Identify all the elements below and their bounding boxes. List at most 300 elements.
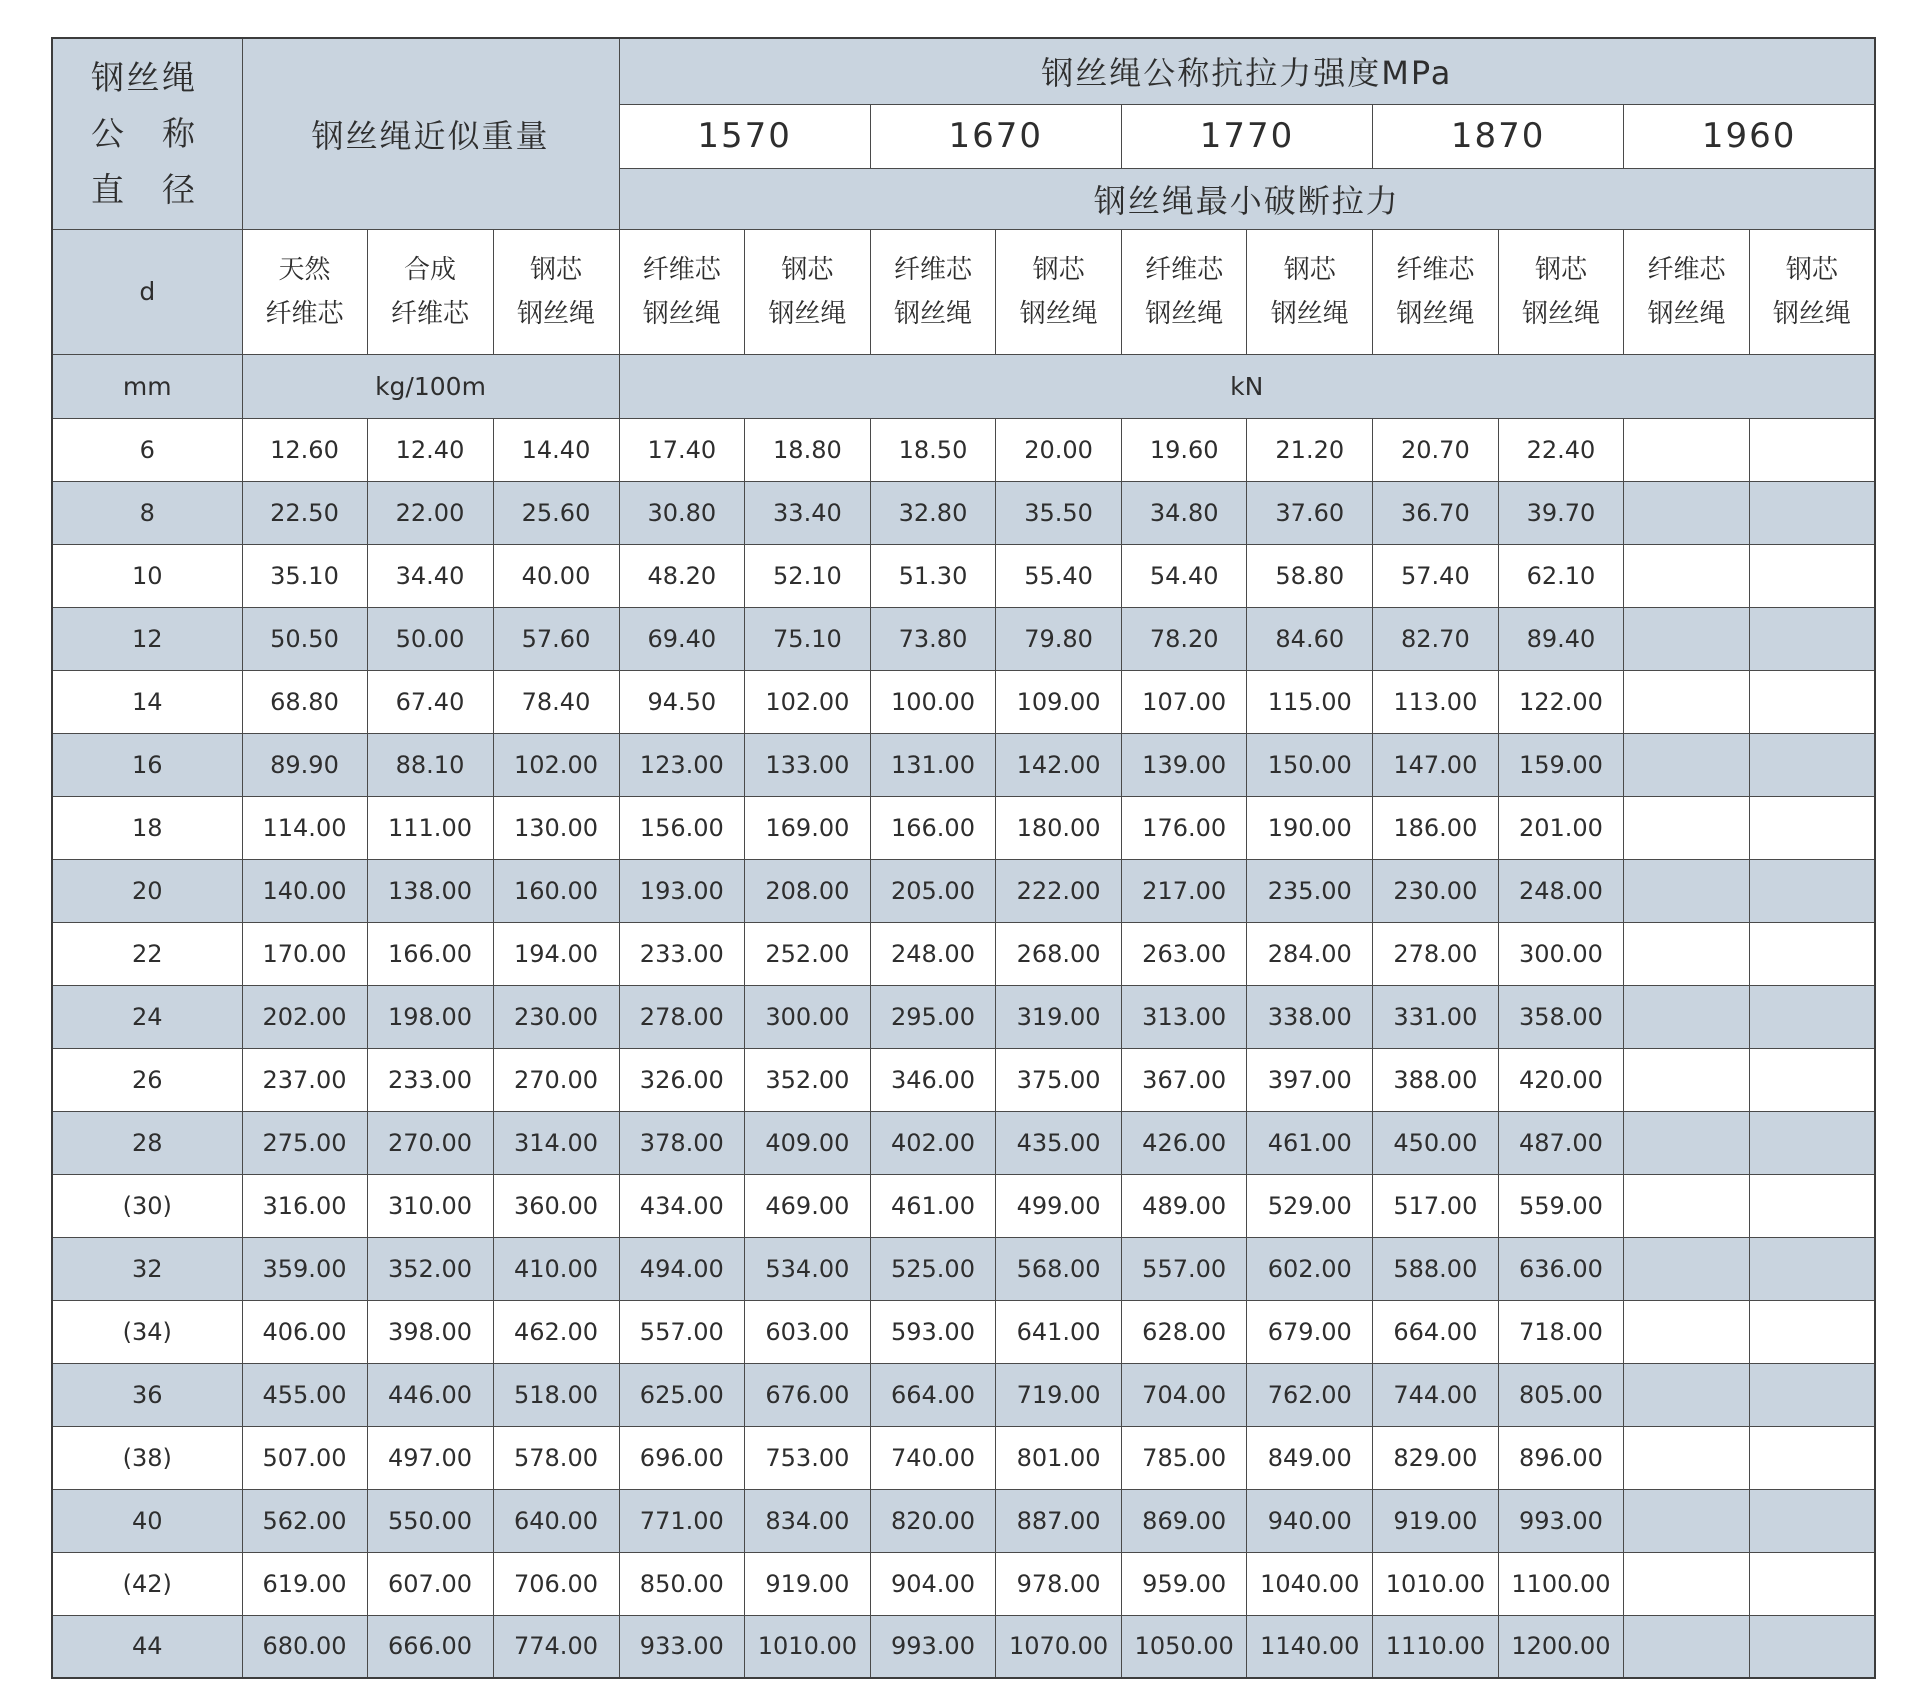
break-1670-steel-core-cell: 109.00 [996, 670, 1122, 733]
subheader-1770-fiber-core [1121, 229, 1247, 354]
break-1870-fiber-core-cell: 588.00 [1373, 1237, 1499, 1300]
diameter-cell: 22 [52, 922, 242, 985]
break-1870-steel-core-cell: 22.40 [1498, 418, 1624, 481]
break-1870-fiber-core-cell: 388.00 [1373, 1048, 1499, 1111]
break-1960-fiber-core-cell [1624, 1300, 1750, 1363]
break-1960-fiber-core-cell [1624, 796, 1750, 859]
break-1870-steel-core-cell: 300.00 [1498, 922, 1624, 985]
break-1570-steel-core-cell: 133.00 [745, 733, 871, 796]
weight-steel-core-cell: 40.00 [493, 544, 619, 607]
grade-1570: 1570 [619, 104, 870, 168]
weight-natural-fiber-core-cell: 89.90 [242, 733, 367, 796]
break-1870-fiber-core-cell: 147.00 [1373, 733, 1499, 796]
break-1770-fiber-core-cell: 313.00 [1121, 985, 1247, 1048]
subheader-line: 钢丝绳 [1521, 298, 1600, 329]
break-1770-steel-core-cell: 679.00 [1247, 1300, 1373, 1363]
break-1770-fiber-core-cell: 19.60 [1121, 418, 1247, 481]
break-1570-steel-core-cell: 102.00 [745, 670, 871, 733]
diameter-cell: 20 [52, 859, 242, 922]
diameter-cell: 44 [52, 1615, 242, 1678]
break-1960-steel-core-cell [1749, 1363, 1875, 1426]
weight-synthetic-fiber-core-cell: 198.00 [367, 985, 493, 1048]
break-1960-steel-core-cell [1749, 796, 1875, 859]
subheader-1770-steel-core [1247, 229, 1373, 354]
break-1870-steel-core-cell: 1200.00 [1498, 1615, 1624, 1678]
break-1570-fiber-core-cell: 17.40 [619, 418, 745, 481]
break-1870-steel-core-cell: 1100.00 [1498, 1552, 1624, 1615]
weight-natural-fiber-core-cell: 68.80 [242, 670, 367, 733]
diameter-cell: 10 [52, 544, 242, 607]
break-1870-fiber-core-cell: 82.70 [1373, 607, 1499, 670]
break-1960-fiber-core-cell [1624, 733, 1750, 796]
break-1670-fiber-core-cell: 131.00 [870, 733, 996, 796]
break-1570-fiber-core-cell: 69.40 [619, 607, 745, 670]
weight-steel-core-cell: 518.00 [493, 1363, 619, 1426]
weight-steel-core-cell: 774.00 [493, 1615, 619, 1678]
break-1960-fiber-core-cell [1624, 859, 1750, 922]
subheader-weight-steel-core [493, 229, 619, 354]
break-1670-fiber-core-cell: 820.00 [870, 1489, 996, 1552]
break-1960-steel-core-cell [1749, 859, 1875, 922]
weight-header: 钢丝绳近似重量 [242, 38, 619, 229]
break-1870-fiber-core-cell: 278.00 [1373, 922, 1499, 985]
break-1670-steel-core-cell: 499.00 [996, 1174, 1122, 1237]
grade-1770: 1770 [1121, 104, 1372, 168]
break-1770-steel-core-cell: 461.00 [1247, 1111, 1373, 1174]
subheader-line: 钢丝绳 [1396, 298, 1475, 329]
break-1870-steel-core-cell: 896.00 [1498, 1426, 1624, 1489]
diameter-cell: 18 [52, 796, 242, 859]
break-1960-fiber-core-cell [1624, 1174, 1750, 1237]
subheader-d: d [52, 229, 242, 354]
break-1960-steel-core-cell [1749, 607, 1875, 670]
break-1770-fiber-core-cell: 78.20 [1121, 607, 1247, 670]
break-1870-steel-core-cell: 62.10 [1498, 544, 1624, 607]
weight-natural-fiber-core-cell: 202.00 [242, 985, 367, 1048]
diameter-cell: 12 [52, 607, 242, 670]
break-1870-fiber-core-cell: 919.00 [1373, 1489, 1499, 1552]
break-1670-fiber-core-cell: 740.00 [870, 1426, 996, 1489]
break-1870-fiber-core-cell: 57.40 [1373, 544, 1499, 607]
subheader-line: 钢芯 [1283, 254, 1336, 285]
table-row [52, 922, 1875, 985]
subheader-1960-fiber-core [1624, 229, 1750, 354]
weight-steel-core-cell: 78.40 [493, 670, 619, 733]
break-1570-steel-core-cell: 52.10 [745, 544, 871, 607]
weight-steel-core-cell: 57.60 [493, 607, 619, 670]
break-1570-steel-core-cell: 469.00 [745, 1174, 871, 1237]
table-row [52, 670, 1875, 733]
table-row [52, 985, 1875, 1048]
break-1670-steel-core-cell: 887.00 [996, 1489, 1122, 1552]
break-1960-steel-core-cell [1749, 985, 1875, 1048]
unit-strength: kN [619, 354, 1875, 418]
weight-steel-core-cell: 640.00 [493, 1489, 619, 1552]
break-1960-fiber-core-cell [1624, 922, 1750, 985]
subheader-1570-fiber-core [619, 229, 745, 354]
break-1960-fiber-core-cell [1624, 607, 1750, 670]
break-1960-fiber-core-cell [1624, 418, 1750, 481]
break-1770-steel-core-cell: 849.00 [1247, 1426, 1373, 1489]
break-1770-fiber-core-cell: 1050.00 [1121, 1615, 1247, 1678]
table-row [52, 1489, 1875, 1552]
break-1960-steel-core-cell [1749, 1552, 1875, 1615]
weight-steel-core-cell: 706.00 [493, 1552, 619, 1615]
break-1960-fiber-core-cell [1624, 670, 1750, 733]
break-1770-fiber-core-cell: 139.00 [1121, 733, 1247, 796]
weight-natural-fiber-core-cell: 275.00 [242, 1111, 367, 1174]
weight-synthetic-fiber-core-cell: 446.00 [367, 1363, 493, 1426]
diameter-cell: (30) [52, 1174, 242, 1237]
table-row [52, 544, 1875, 607]
break-1870-fiber-core-cell: 230.00 [1373, 859, 1499, 922]
break-1670-steel-core-cell: 55.40 [996, 544, 1122, 607]
break-1570-fiber-core-cell: 30.80 [619, 481, 745, 544]
subheader-line: 合成 [403, 254, 456, 285]
subheader-line: 钢芯 [1534, 254, 1587, 285]
break-1770-steel-core-cell: 397.00 [1247, 1048, 1373, 1111]
break-1870-steel-core-cell: 39.70 [1498, 481, 1624, 544]
break-1770-steel-core-cell: 235.00 [1247, 859, 1373, 922]
diameter-cell: 8 [52, 481, 242, 544]
break-1870-steel-core-cell: 159.00 [1498, 733, 1624, 796]
weight-steel-core-cell: 230.00 [493, 985, 619, 1048]
break-1960-steel-core-cell [1749, 544, 1875, 607]
break-1960-steel-core-cell [1749, 670, 1875, 733]
break-1870-fiber-core-cell: 113.00 [1373, 670, 1499, 733]
weight-steel-core-cell: 102.00 [493, 733, 619, 796]
break-1960-steel-core-cell [1749, 418, 1875, 481]
weight-steel-core-cell: 160.00 [493, 859, 619, 922]
break-1870-steel-core-cell: 993.00 [1498, 1489, 1624, 1552]
grade-1670: 1670 [870, 104, 1121, 168]
weight-synthetic-fiber-core-cell: 166.00 [367, 922, 493, 985]
break-1670-steel-core-cell: 20.00 [996, 418, 1122, 481]
diameter-cell: 6 [52, 418, 242, 481]
weight-synthetic-fiber-core-cell: 352.00 [367, 1237, 493, 1300]
break-1570-steel-core-cell: 919.00 [745, 1552, 871, 1615]
break-1770-fiber-core-cell: 557.00 [1121, 1237, 1247, 1300]
break-1870-steel-core-cell: 718.00 [1498, 1300, 1624, 1363]
weight-synthetic-fiber-core-cell: 310.00 [367, 1174, 493, 1237]
break-1570-fiber-core-cell: 233.00 [619, 922, 745, 985]
subheader-1870-steel-core [1498, 229, 1624, 354]
weight-natural-fiber-core-cell: 114.00 [242, 796, 367, 859]
diameter-header [52, 38, 242, 229]
break-1770-steel-core-cell: 1040.00 [1247, 1552, 1373, 1615]
break-1960-steel-core-cell [1749, 1174, 1875, 1237]
subheader-1570-steel-core [745, 229, 871, 354]
break-1570-fiber-core-cell: 557.00 [619, 1300, 745, 1363]
break-1670-fiber-core-cell: 346.00 [870, 1048, 996, 1111]
weight-steel-core-cell: 14.40 [493, 418, 619, 481]
table-row [52, 1615, 1875, 1678]
break-1670-fiber-core-cell: 402.00 [870, 1111, 996, 1174]
break-1770-steel-core-cell: 1140.00 [1247, 1615, 1373, 1678]
break-1570-fiber-core-cell: 123.00 [619, 733, 745, 796]
break-1960-fiber-core-cell [1624, 1489, 1750, 1552]
break-1960-steel-core-cell [1749, 1237, 1875, 1300]
break-1570-fiber-core-cell: 494.00 [619, 1237, 745, 1300]
break-1960-fiber-core-cell [1624, 1615, 1750, 1678]
weight-natural-fiber-core-cell: 22.50 [242, 481, 367, 544]
break-1870-steel-core-cell: 201.00 [1498, 796, 1624, 859]
diameter-cell: (42) [52, 1552, 242, 1615]
break-1670-fiber-core-cell: 51.30 [870, 544, 996, 607]
break-1960-steel-core-cell [1749, 1048, 1875, 1111]
break-1770-fiber-core-cell: 217.00 [1121, 859, 1247, 922]
subheader-line: 钢丝绳 [1145, 298, 1224, 329]
weight-natural-fiber-core-cell: 12.60 [242, 418, 367, 481]
weight-natural-fiber-core-cell: 619.00 [242, 1552, 367, 1615]
diameter-cell: 36 [52, 1363, 242, 1426]
break-1570-steel-core-cell: 409.00 [745, 1111, 871, 1174]
table-row [52, 1363, 1875, 1426]
weight-synthetic-fiber-core-cell: 497.00 [367, 1426, 493, 1489]
strength-header: 钢丝绳公称抗拉力强度MPa [619, 38, 1875, 104]
break-1960-steel-core-cell [1749, 1426, 1875, 1489]
break-1870-fiber-core-cell: 829.00 [1373, 1426, 1499, 1489]
break-1570-steel-core-cell: 75.10 [745, 607, 871, 670]
break-1870-fiber-core-cell: 186.00 [1373, 796, 1499, 859]
break-1570-steel-core-cell: 352.00 [745, 1048, 871, 1111]
subheader-line: 钢丝绳 [516, 298, 595, 329]
break-1670-steel-core-cell: 375.00 [996, 1048, 1122, 1111]
weight-steel-core-cell: 360.00 [493, 1174, 619, 1237]
break-1770-fiber-core-cell: 176.00 [1121, 796, 1247, 859]
weight-natural-fiber-core-cell: 170.00 [242, 922, 367, 985]
weight-natural-fiber-core-cell: 562.00 [242, 1489, 367, 1552]
subheader-weight-natural-fiber-core [242, 229, 367, 354]
break-1570-steel-core-cell: 834.00 [745, 1489, 871, 1552]
break-1670-fiber-core-cell: 525.00 [870, 1237, 996, 1300]
break-1870-steel-core-cell: 805.00 [1498, 1363, 1624, 1426]
diameter-cell: 26 [52, 1048, 242, 1111]
diameter-header-line: 钢丝绳 [91, 57, 195, 97]
table-row [52, 607, 1875, 670]
break-1570-steel-core-cell: 753.00 [745, 1426, 871, 1489]
break-1770-steel-core-cell: 37.60 [1247, 481, 1373, 544]
break-1670-steel-core-cell: 35.50 [996, 481, 1122, 544]
weight-synthetic-fiber-core-cell: 111.00 [367, 796, 493, 859]
break-1570-steel-core-cell: 534.00 [745, 1237, 871, 1300]
diameter-cell: 40 [52, 1489, 242, 1552]
subheader-line: 钢丝绳 [1647, 298, 1726, 329]
subheader-line: 纤维芯 [642, 254, 721, 285]
weight-natural-fiber-core-cell: 316.00 [242, 1174, 367, 1237]
subheader-1670-steel-core [996, 229, 1122, 354]
wire-rope-spec-table [51, 37, 1876, 1679]
table-row [52, 1552, 1875, 1615]
break-1960-steel-core-cell [1749, 481, 1875, 544]
break-1870-fiber-core-cell: 517.00 [1373, 1174, 1499, 1237]
break-1670-fiber-core-cell: 904.00 [870, 1552, 996, 1615]
subheader-line: 纤维芯 [265, 298, 344, 329]
break-1770-fiber-core-cell: 785.00 [1121, 1426, 1247, 1489]
weight-steel-core-cell: 314.00 [493, 1111, 619, 1174]
grade-1870: 1870 [1373, 104, 1624, 168]
break-1770-fiber-core-cell: 959.00 [1121, 1552, 1247, 1615]
table-body [52, 418, 1875, 1678]
break-1960-steel-core-cell [1749, 733, 1875, 796]
break-1670-steel-core-cell: 268.00 [996, 922, 1122, 985]
weight-synthetic-fiber-core-cell: 138.00 [367, 859, 493, 922]
weight-natural-fiber-core-cell: 140.00 [242, 859, 367, 922]
subheader-line: 钢丝绳 [642, 298, 721, 329]
subheader-line: 纤维芯 [1396, 254, 1475, 285]
break-1770-steel-core-cell: 190.00 [1247, 796, 1373, 859]
break-1670-fiber-core-cell: 100.00 [870, 670, 996, 733]
break-1870-steel-core-cell: 89.40 [1498, 607, 1624, 670]
break-1770-steel-core-cell: 150.00 [1247, 733, 1373, 796]
table-row [52, 481, 1875, 544]
weight-synthetic-fiber-core-cell: 233.00 [367, 1048, 493, 1111]
break-1570-steel-core-cell: 33.40 [745, 481, 871, 544]
grade-1960: 1960 [1624, 104, 1875, 168]
weight-synthetic-fiber-core-cell: 12.40 [367, 418, 493, 481]
table-row [52, 1174, 1875, 1237]
break-1770-fiber-core-cell: 426.00 [1121, 1111, 1247, 1174]
break-1570-fiber-core-cell: 193.00 [619, 859, 745, 922]
table-row [52, 796, 1875, 859]
break-1960-fiber-core-cell [1624, 985, 1750, 1048]
break-1670-steel-core-cell: 142.00 [996, 733, 1122, 796]
table-row [52, 1048, 1875, 1111]
break-1770-fiber-core-cell: 489.00 [1121, 1174, 1247, 1237]
weight-synthetic-fiber-core-cell: 607.00 [367, 1552, 493, 1615]
table-header [52, 38, 1875, 418]
weight-steel-core-cell: 462.00 [493, 1300, 619, 1363]
break-1570-fiber-core-cell: 625.00 [619, 1363, 745, 1426]
subheader-weight-synthetic-fiber-core [367, 229, 493, 354]
break-1770-fiber-core-cell: 263.00 [1121, 922, 1247, 985]
break-1570-steel-core-cell: 603.00 [745, 1300, 871, 1363]
break-1960-fiber-core-cell [1624, 481, 1750, 544]
break-1870-steel-core-cell: 122.00 [1498, 670, 1624, 733]
break-1770-steel-core-cell: 602.00 [1247, 1237, 1373, 1300]
table-row [52, 733, 1875, 796]
break-1670-fiber-core-cell: 993.00 [870, 1615, 996, 1678]
break-1770-steel-core-cell: 84.60 [1247, 607, 1373, 670]
subheader-line: 纤维芯 [390, 298, 469, 329]
break-1570-steel-core-cell: 252.00 [745, 922, 871, 985]
break-1870-fiber-core-cell: 20.70 [1373, 418, 1499, 481]
break-1960-fiber-core-cell [1624, 1363, 1750, 1426]
weight-synthetic-fiber-core-cell: 34.40 [367, 544, 493, 607]
break-1870-fiber-core-cell: 331.00 [1373, 985, 1499, 1048]
break-1770-fiber-core-cell: 869.00 [1121, 1489, 1247, 1552]
weight-synthetic-fiber-core-cell: 550.00 [367, 1489, 493, 1552]
break-1670-fiber-core-cell: 205.00 [870, 859, 996, 922]
break-1870-steel-core-cell: 358.00 [1498, 985, 1624, 1048]
break-1870-fiber-core-cell: 664.00 [1373, 1300, 1499, 1363]
break-1870-fiber-core-cell: 36.70 [1373, 481, 1499, 544]
break-1570-fiber-core-cell: 156.00 [619, 796, 745, 859]
break-1570-steel-core-cell: 18.80 [745, 418, 871, 481]
weight-steel-core-cell: 194.00 [493, 922, 619, 985]
header-row-subheaders [52, 229, 1875, 354]
break-1870-fiber-core-cell: 744.00 [1373, 1363, 1499, 1426]
break-1670-fiber-core-cell: 73.80 [870, 607, 996, 670]
diameter-cell: 16 [52, 733, 242, 796]
weight-synthetic-fiber-core-cell: 270.00 [367, 1111, 493, 1174]
weight-synthetic-fiber-core-cell: 88.10 [367, 733, 493, 796]
unit-weight: kg/100m [242, 354, 619, 418]
break-1570-fiber-core-cell: 434.00 [619, 1174, 745, 1237]
break-1870-fiber-core-cell: 1110.00 [1373, 1615, 1499, 1678]
subheader-line: 钢芯 [1032, 254, 1085, 285]
subheader-line: 天然 [278, 254, 331, 285]
break-1870-steel-core-cell: 420.00 [1498, 1048, 1624, 1111]
break-1870-steel-core-cell: 487.00 [1498, 1111, 1624, 1174]
break-1570-steel-core-cell: 169.00 [745, 796, 871, 859]
weight-synthetic-fiber-core-cell: 398.00 [367, 1300, 493, 1363]
header-row-strength [52, 38, 1875, 104]
subheader-line: 钢丝绳 [1019, 298, 1098, 329]
subheader-line: 钢丝绳 [1772, 298, 1851, 329]
weight-natural-fiber-core-cell: 406.00 [242, 1300, 367, 1363]
weight-steel-core-cell: 130.00 [493, 796, 619, 859]
subheader-line: 钢丝绳 [768, 298, 847, 329]
break-1670-fiber-core-cell: 248.00 [870, 922, 996, 985]
weight-natural-fiber-core-cell: 507.00 [242, 1426, 367, 1489]
break-1870-steel-core-cell: 636.00 [1498, 1237, 1624, 1300]
subheader-line: 钢丝绳 [893, 298, 972, 329]
weight-natural-fiber-core-cell: 237.00 [242, 1048, 367, 1111]
break-1770-steel-core-cell: 115.00 [1247, 670, 1373, 733]
break-1670-steel-core-cell: 79.80 [996, 607, 1122, 670]
break-1770-steel-core-cell: 338.00 [1247, 985, 1373, 1048]
break-1960-fiber-core-cell [1624, 1552, 1750, 1615]
diameter-header-line: 公 称 [91, 113, 195, 153]
subheader-line: 纤维芯 [1647, 254, 1726, 285]
weight-steel-core-cell: 578.00 [493, 1426, 619, 1489]
table-row [52, 859, 1875, 922]
weight-steel-core-cell: 410.00 [493, 1237, 619, 1300]
breaking-force-header: 钢丝绳最小破断拉力 [619, 168, 1875, 229]
table-row [52, 1300, 1875, 1363]
break-1770-steel-core-cell: 284.00 [1247, 922, 1373, 985]
weight-natural-fiber-core-cell: 35.10 [242, 544, 367, 607]
break-1770-fiber-core-cell: 628.00 [1121, 1300, 1247, 1363]
table-row [52, 1426, 1875, 1489]
break-1570-fiber-core-cell: 94.50 [619, 670, 745, 733]
break-1570-fiber-core-cell: 933.00 [619, 1615, 745, 1678]
break-1670-fiber-core-cell: 166.00 [870, 796, 996, 859]
break-1670-steel-core-cell: 180.00 [996, 796, 1122, 859]
weight-synthetic-fiber-core-cell: 50.00 [367, 607, 493, 670]
break-1670-fiber-core-cell: 32.80 [870, 481, 996, 544]
table-row [52, 1111, 1875, 1174]
subheader-line: 钢丝绳 [1270, 298, 1349, 329]
break-1670-fiber-core-cell: 461.00 [870, 1174, 996, 1237]
break-1870-fiber-core-cell: 450.00 [1373, 1111, 1499, 1174]
subheader-line: 纤维芯 [1145, 254, 1224, 285]
break-1570-fiber-core-cell: 278.00 [619, 985, 745, 1048]
break-1770-steel-core-cell: 529.00 [1247, 1174, 1373, 1237]
subheader-line: 钢芯 [1785, 254, 1838, 285]
break-1960-steel-core-cell [1749, 1300, 1875, 1363]
break-1670-steel-core-cell: 319.00 [996, 985, 1122, 1048]
break-1870-fiber-core-cell: 1010.00 [1373, 1552, 1499, 1615]
break-1770-fiber-core-cell: 34.80 [1121, 481, 1247, 544]
table-row [52, 418, 1875, 481]
break-1570-fiber-core-cell: 850.00 [619, 1552, 745, 1615]
break-1870-steel-core-cell: 248.00 [1498, 859, 1624, 922]
weight-steel-core-cell: 270.00 [493, 1048, 619, 1111]
break-1770-fiber-core-cell: 54.40 [1121, 544, 1247, 607]
subheader-line: 纤维芯 [893, 254, 972, 285]
